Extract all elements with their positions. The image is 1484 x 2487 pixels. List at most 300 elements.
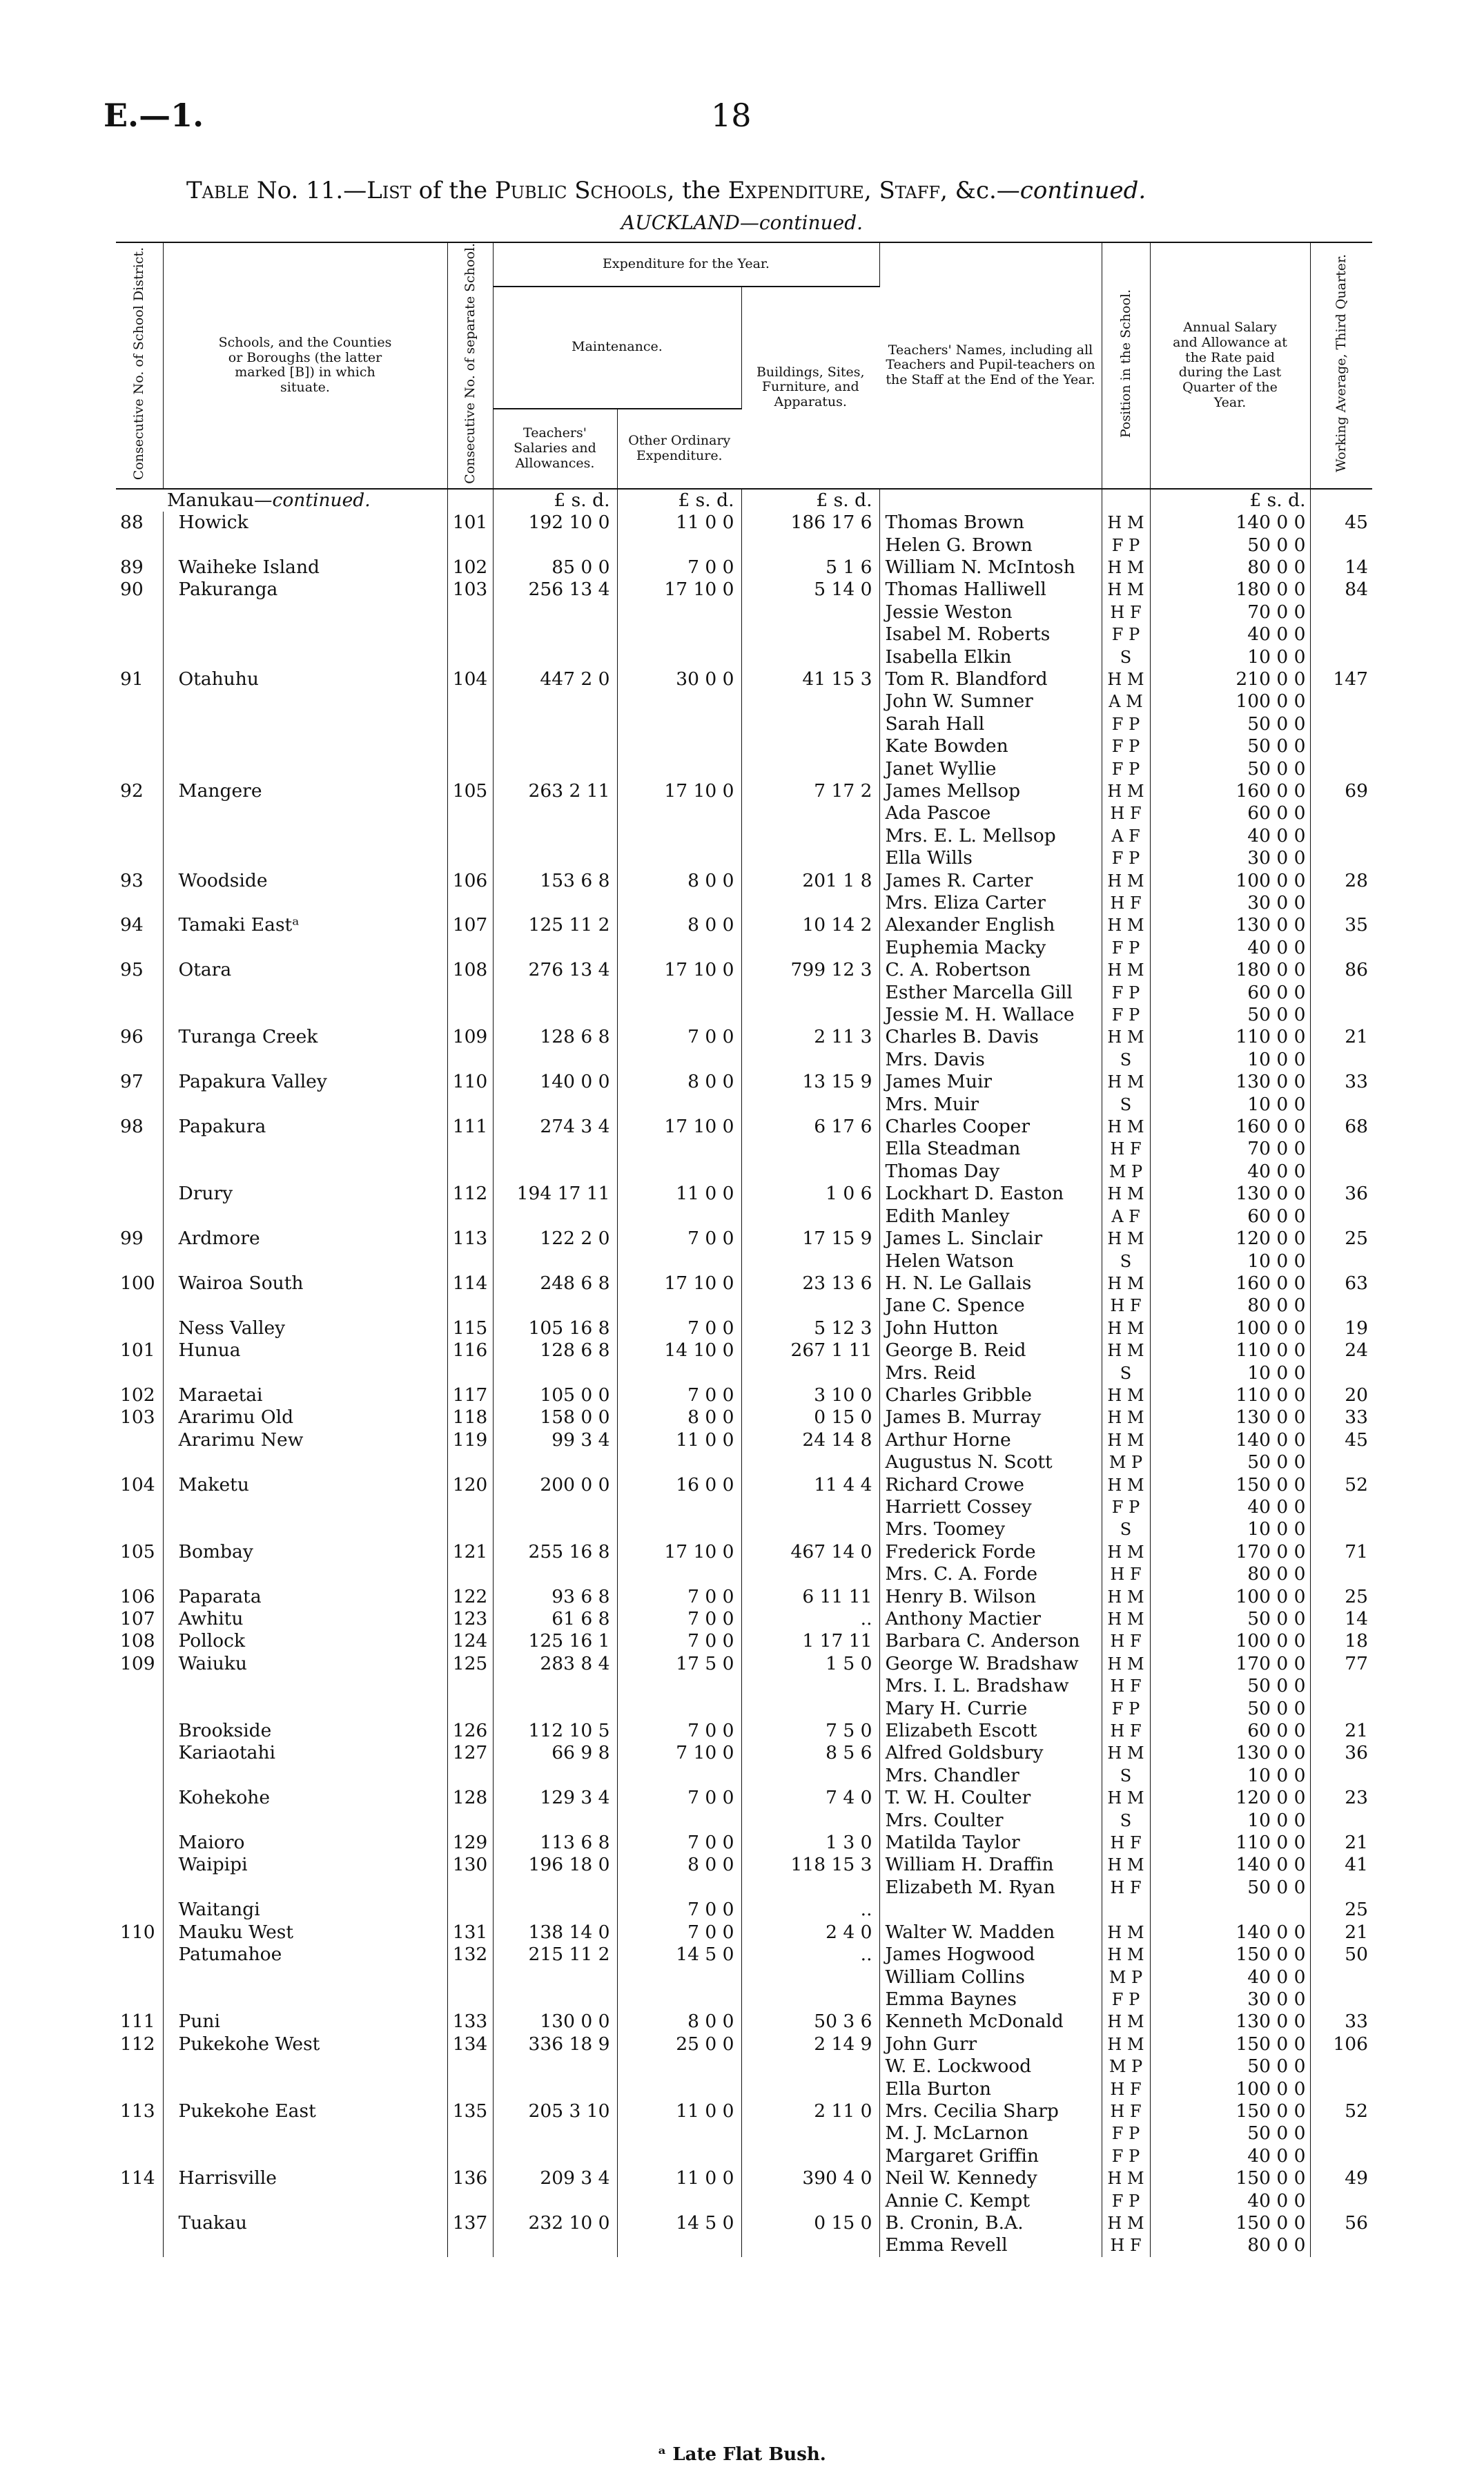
district-number bbox=[116, 1362, 163, 1384]
separate-school-number: 116 bbox=[447, 1339, 493, 1362]
separate-school-number: 128 bbox=[447, 1787, 493, 1809]
table-row bbox=[116, 1161, 1372, 1183]
buildings-amount: .. bbox=[741, 1944, 879, 1966]
working-average: 25 bbox=[1345, 1228, 1368, 1250]
district-number bbox=[116, 1250, 163, 1272]
separate-school-number bbox=[447, 2234, 493, 2256]
teacher-name: Isabel M. Roberts bbox=[879, 623, 1102, 646]
separate-school-number: 104 bbox=[447, 668, 493, 690]
separate-school-number bbox=[447, 937, 493, 959]
annual-salary: 140 0 0 bbox=[1150, 1922, 1310, 1944]
report-code: E.—1. bbox=[104, 97, 204, 134]
buildings-amount bbox=[741, 2078, 879, 2100]
buildings-amount bbox=[741, 601, 879, 623]
teacher-name: Annie C. Kempt bbox=[879, 2190, 1102, 2212]
salaries-amount bbox=[493, 1810, 617, 1832]
working-average: 63 bbox=[1345, 1272, 1368, 1294]
other-expenditure-amount bbox=[617, 1206, 741, 1228]
separate-school-number bbox=[447, 1362, 493, 1384]
district-number bbox=[116, 1988, 163, 2011]
teacher-position: H M bbox=[1102, 557, 1150, 579]
teacher-position: H M bbox=[1102, 1384, 1150, 1406]
other-expenditure-amount bbox=[617, 623, 741, 646]
buildings-amount: 2 4 0 bbox=[741, 1922, 879, 1944]
teacher-position: M P bbox=[1102, 1161, 1150, 1183]
annual-salary: 150 0 0 bbox=[1150, 2100, 1310, 2122]
other-expenditure-amount bbox=[617, 1295, 741, 1317]
teacher-position: H M bbox=[1102, 1742, 1150, 1764]
working-average: 36 bbox=[1345, 1183, 1368, 1205]
separate-school-number: 110 bbox=[447, 1071, 493, 1093]
teacher-name: Frederick Forde bbox=[879, 1541, 1102, 1563]
working-average bbox=[1310, 2078, 1372, 2100]
buildings-amount: 2 11 0 bbox=[741, 2100, 879, 2122]
table-row bbox=[116, 1384, 1372, 1406]
annual-salary: 40 0 0 bbox=[1150, 1496, 1310, 1518]
separate-school-number: 129 bbox=[447, 1832, 493, 1854]
other-expenditure-amount: 7 0 0 bbox=[617, 1228, 741, 1250]
school-name: Waipipi bbox=[163, 1854, 447, 1876]
table-row bbox=[116, 2100, 1372, 2122]
teacher-position: H M bbox=[1102, 1944, 1150, 1966]
buildings-amount: 1 3 0 bbox=[741, 1832, 879, 1854]
buildings-amount: 17 15 9 bbox=[741, 1228, 879, 1250]
teacher-position: H F bbox=[1102, 2234, 1150, 2256]
teacher-name: Mrs. Eliza Carter bbox=[879, 892, 1102, 914]
working-average bbox=[1310, 892, 1372, 914]
separate-school-number bbox=[447, 1675, 493, 1697]
teacher-name: Kenneth McDonald bbox=[879, 2011, 1102, 2033]
school-name: Wairoa South bbox=[163, 1272, 447, 1295]
annual-salary: 180 0 0 bbox=[1150, 959, 1310, 981]
teacher-name: Charles B. Davis bbox=[879, 1026, 1102, 1048]
other-expenditure-amount: 8 0 0 bbox=[617, 2011, 741, 2033]
salaries-amount bbox=[493, 2234, 617, 2256]
working-average: 21 bbox=[1345, 1921, 1368, 1943]
county-heading: Manukau—continued. bbox=[163, 489, 447, 512]
table-title: Table No. 11.—List of the Public Schools, the Expenditure, Staff, &c.—continued. bbox=[186, 177, 1146, 204]
table-row bbox=[116, 2145, 1372, 2167]
other-expenditure-amount: 7 0 0 bbox=[617, 1899, 741, 1921]
table-row bbox=[116, 1630, 1372, 1652]
salaries-amount bbox=[493, 1698, 617, 1720]
district-number bbox=[116, 1854, 163, 1876]
buildings-amount bbox=[741, 713, 879, 735]
table-row bbox=[116, 1742, 1372, 1764]
teacher-position: H M bbox=[1102, 2033, 1150, 2055]
salaries-amount: 447 2 0 bbox=[493, 668, 617, 690]
other-expenditure-amount: 30 0 0 bbox=[617, 668, 741, 690]
salaries-amount: 105 0 0 bbox=[493, 1384, 617, 1406]
working-average: 52 bbox=[1345, 1473, 1368, 1496]
teacher-name: Charles Cooper bbox=[879, 1116, 1102, 1138]
salaries-amount bbox=[493, 1206, 617, 1228]
teacher-position: H M bbox=[1102, 2212, 1150, 2234]
other-expenditure-amount: 8 0 0 bbox=[617, 1406, 741, 1429]
school-name: Ararimu Old bbox=[163, 1406, 447, 1429]
salaries-amount: 209 3 4 bbox=[493, 2167, 617, 2189]
table-row bbox=[116, 802, 1372, 824]
teacher-name: John Hutton bbox=[879, 1317, 1102, 1339]
school-name: Tuakau bbox=[163, 2212, 447, 2234]
buildings-amount: 2 11 3 bbox=[741, 1026, 879, 1048]
district-number bbox=[116, 713, 163, 735]
salaries-amount: 140 0 0 bbox=[493, 1071, 617, 1093]
annual-salary: 50 0 0 bbox=[1150, 1451, 1310, 1473]
separate-school-number: 117 bbox=[447, 1384, 493, 1406]
teacher-name: Harriett Cossey bbox=[879, 1496, 1102, 1518]
annual-salary: 180 0 0 bbox=[1150, 579, 1310, 601]
other-expenditure-amount: 7 0 0 bbox=[617, 1720, 741, 1742]
teacher-name: T. W. H. Coulter bbox=[879, 1787, 1102, 1809]
buildings-amount bbox=[741, 690, 879, 713]
working-average bbox=[1310, 1138, 1372, 1160]
teacher-name: Mrs. Reid bbox=[879, 1362, 1102, 1384]
district-number bbox=[116, 758, 163, 780]
other-expenditure-amount: 7 0 0 bbox=[617, 1630, 741, 1652]
separate-school-number bbox=[447, 646, 493, 668]
school-name bbox=[163, 1094, 447, 1116]
buildings-amount bbox=[741, 1698, 879, 1720]
annual-salary: 50 0 0 bbox=[1150, 1608, 1310, 1630]
buildings-amount: 186 17 6 bbox=[741, 512, 879, 534]
district-number bbox=[116, 690, 163, 713]
buildings-amount bbox=[741, 646, 879, 668]
col-expenditure-header: Expenditure for the Year. bbox=[493, 242, 879, 287]
buildings-amount: .. bbox=[741, 1899, 879, 1921]
separate-school-number bbox=[447, 1295, 493, 1317]
working-average bbox=[1310, 1362, 1372, 1384]
teacher-position: H M bbox=[1102, 1541, 1150, 1563]
district-number: 112 bbox=[116, 2033, 163, 2055]
salaries-amount: 130 0 0 bbox=[493, 2011, 617, 2033]
school-name bbox=[163, 534, 447, 557]
teacher-name: Barbara C. Anderson bbox=[879, 1630, 1102, 1652]
annual-salary: 80 0 0 bbox=[1150, 2234, 1310, 2256]
school-name: Maioro bbox=[163, 1832, 447, 1854]
table-row bbox=[116, 1049, 1372, 1071]
teacher-name: Mrs. E. L. Mellsop bbox=[879, 825, 1102, 847]
salaries-amount bbox=[493, 1899, 617, 1921]
buildings-amount: 1 0 6 bbox=[741, 1183, 879, 1205]
buildings-amount: .. bbox=[741, 1608, 879, 1630]
buildings-amount bbox=[741, 1496, 879, 1518]
table-row bbox=[116, 512, 1372, 534]
district-number bbox=[116, 735, 163, 757]
school-name: Papakura bbox=[163, 1116, 447, 1138]
table-row bbox=[116, 892, 1372, 914]
annual-salary: 150 0 0 bbox=[1150, 2167, 1310, 2189]
working-average bbox=[1310, 1295, 1372, 1317]
school-name: Maraetai bbox=[163, 1384, 447, 1406]
teacher-name: James R. Carter bbox=[879, 870, 1102, 892]
separate-school-number bbox=[447, 690, 493, 713]
working-average: 25 bbox=[1345, 1899, 1368, 1921]
separate-school-number bbox=[447, 1206, 493, 1228]
teacher-name: James B. Murray bbox=[879, 1406, 1102, 1429]
table-row bbox=[116, 1250, 1372, 1272]
school-name bbox=[163, 1810, 447, 1832]
teacher-name: George B. Reid bbox=[879, 1339, 1102, 1362]
buildings-amount bbox=[741, 1877, 879, 1899]
buildings-amount bbox=[741, 1250, 879, 1272]
teacher-position: F P bbox=[1102, 758, 1150, 780]
other-expenditure-amount bbox=[617, 1250, 741, 1272]
other-expenditure-amount: 7 0 0 bbox=[617, 1832, 741, 1854]
working-average bbox=[1310, 1698, 1372, 1720]
table-row bbox=[116, 1787, 1372, 1809]
annual-salary: 10 0 0 bbox=[1150, 1094, 1310, 1116]
table-row bbox=[116, 1071, 1372, 1093]
working-average bbox=[1310, 847, 1372, 869]
salaries-amount bbox=[493, 1250, 617, 1272]
salaries-amount bbox=[493, 2145, 617, 2167]
other-expenditure-amount: 17 10 0 bbox=[617, 1116, 741, 1138]
district-number bbox=[116, 1094, 163, 1116]
buildings-amount: 5 12 3 bbox=[741, 1317, 879, 1339]
annual-salary: 50 0 0 bbox=[1150, 758, 1310, 780]
school-name bbox=[163, 892, 447, 914]
col-separate-header: Consecutive No. of separate School. bbox=[447, 242, 493, 489]
separate-school-number bbox=[447, 534, 493, 557]
salaries-amount bbox=[493, 713, 617, 735]
school-name bbox=[163, 2122, 447, 2145]
other-expenditure-amount bbox=[617, 892, 741, 914]
other-expenditure-amount: 14 5 0 bbox=[617, 1944, 741, 1966]
salaries-amount: 128 6 8 bbox=[493, 1339, 617, 1362]
buildings-amount: 467 14 0 bbox=[741, 1541, 879, 1563]
col-school-header: Schools, and the Counties or Boroughs (the latter marked [B]) in which situate. bbox=[163, 242, 447, 489]
teacher-position: H M bbox=[1102, 1474, 1150, 1496]
district-number: 105 bbox=[116, 1541, 163, 1563]
other-expenditure-amount bbox=[617, 802, 741, 824]
working-average bbox=[1310, 1810, 1372, 1832]
school-name bbox=[163, 1004, 447, 1026]
district-number bbox=[116, 825, 163, 847]
annual-salary: 140 0 0 bbox=[1150, 1854, 1310, 1876]
table-row bbox=[116, 1206, 1372, 1228]
district-number bbox=[116, 1496, 163, 1518]
teacher-name: Ella Steadman bbox=[879, 1138, 1102, 1160]
working-average: 71 bbox=[1345, 1540, 1368, 1562]
teacher-position: F P bbox=[1102, 2145, 1150, 2167]
annual-salary: 100 0 0 bbox=[1150, 870, 1310, 892]
teacher-position: H M bbox=[1102, 870, 1150, 892]
annual-salary: 40 0 0 bbox=[1150, 1966, 1310, 1988]
annual-salary: 30 0 0 bbox=[1150, 847, 1310, 869]
separate-school-number bbox=[447, 1004, 493, 1026]
teacher-position: H M bbox=[1102, 1272, 1150, 1295]
salaries-amount: 61 6 8 bbox=[493, 1608, 617, 1630]
buildings-amount: 7 5 0 bbox=[741, 1720, 879, 1742]
school-name bbox=[163, 802, 447, 824]
working-average: 21 bbox=[1345, 1720, 1368, 1742]
teacher-position: H M bbox=[1102, 512, 1150, 534]
table-row bbox=[116, 1720, 1372, 1742]
salaries-amount bbox=[493, 2122, 617, 2145]
salaries-amount: 192 10 0 bbox=[493, 512, 617, 534]
annual-salary: 40 0 0 bbox=[1150, 2190, 1310, 2212]
table-row bbox=[116, 713, 1372, 735]
school-name bbox=[163, 2234, 447, 2256]
teacher-name: B. Cronin, B.A. bbox=[879, 2212, 1102, 2234]
teacher-position: H F bbox=[1102, 1563, 1150, 1585]
teacher-position: H M bbox=[1102, 959, 1150, 981]
district-number bbox=[116, 2078, 163, 2100]
salaries-amount: 153 6 8 bbox=[493, 870, 617, 892]
other-expenditure-amount bbox=[617, 690, 741, 713]
annual-salary: 50 0 0 bbox=[1150, 534, 1310, 557]
separate-school-number bbox=[447, 1049, 493, 1071]
teacher-position: H F bbox=[1102, 1675, 1150, 1697]
other-expenditure-amount: 7 10 0 bbox=[617, 1742, 741, 1764]
table-row bbox=[116, 1474, 1372, 1496]
salaries-amount: 138 14 0 bbox=[493, 1922, 617, 1944]
other-expenditure-amount: 17 5 0 bbox=[617, 1653, 741, 1675]
teacher-position: M P bbox=[1102, 1966, 1150, 1988]
annual-salary: 130 0 0 bbox=[1150, 1406, 1310, 1429]
separate-school-number bbox=[447, 1698, 493, 1720]
annual-salary: 110 0 0 bbox=[1150, 1026, 1310, 1048]
school-name bbox=[163, 646, 447, 668]
buildings-amount bbox=[741, 2190, 879, 2212]
working-average: 21 bbox=[1345, 1026, 1368, 1048]
teacher-position: F P bbox=[1102, 735, 1150, 757]
salaries-amount: 205 3 10 bbox=[493, 2100, 617, 2122]
working-average: 69 bbox=[1345, 780, 1368, 802]
salaries-amount bbox=[493, 758, 617, 780]
separate-school-number: 113 bbox=[447, 1228, 493, 1250]
other-expenditure-amount bbox=[617, 601, 741, 623]
teacher-position: H M bbox=[1102, 1608, 1150, 1630]
salaries-amount: 113 6 8 bbox=[493, 1832, 617, 1854]
teacher-name: Mary H. Currie bbox=[879, 1698, 1102, 1720]
teacher-position: H F bbox=[1102, 1832, 1150, 1854]
buildings-amount bbox=[741, 802, 879, 824]
annual-salary: 150 0 0 bbox=[1150, 1944, 1310, 1966]
teacher-position: H M bbox=[1102, 780, 1150, 802]
separate-school-number bbox=[447, 982, 493, 1004]
annual-salary: 10 0 0 bbox=[1150, 1362, 1310, 1384]
teacher-position: H M bbox=[1102, 1787, 1150, 1809]
other-expenditure-amount bbox=[617, 1966, 741, 1988]
district-number bbox=[116, 982, 163, 1004]
district-number bbox=[116, 1675, 163, 1697]
buildings-amount bbox=[741, 847, 879, 869]
other-expenditure-amount bbox=[617, 1518, 741, 1540]
school-name bbox=[163, 1675, 447, 1697]
separate-school-number bbox=[447, 1250, 493, 1272]
other-expenditure-amount: 11 0 0 bbox=[617, 1183, 741, 1205]
other-expenditure-amount bbox=[617, 1049, 741, 1071]
other-expenditure-amount bbox=[617, 534, 741, 557]
district-number: 91 bbox=[116, 668, 163, 690]
separate-school-number bbox=[447, 623, 493, 646]
teacher-position: F P bbox=[1102, 982, 1150, 1004]
school-name bbox=[163, 1877, 447, 1899]
table-row bbox=[116, 1608, 1372, 1630]
district-number bbox=[116, 1810, 163, 1832]
annual-salary: 150 0 0 bbox=[1150, 2212, 1310, 2234]
teacher-position: H M bbox=[1102, 1228, 1150, 1250]
table-row bbox=[116, 914, 1372, 936]
salaries-amount: 158 0 0 bbox=[493, 1406, 617, 1429]
teacher-name: Margaret Griffin bbox=[879, 2145, 1102, 2167]
buildings-amount: 799 12 3 bbox=[741, 959, 879, 981]
separate-school-number bbox=[447, 2122, 493, 2145]
annual-salary: 130 0 0 bbox=[1150, 2011, 1310, 2033]
teacher-position: S bbox=[1102, 1362, 1150, 1384]
teacher-name: Henry B. Wilson bbox=[879, 1586, 1102, 1608]
annual-salary: 150 0 0 bbox=[1150, 2033, 1310, 2055]
separate-school-number bbox=[447, 1988, 493, 2011]
working-average: 33 bbox=[1345, 1406, 1368, 1429]
other-expenditure-amount bbox=[617, 2078, 741, 2100]
other-expenditure-amount bbox=[617, 1161, 741, 1183]
table-row bbox=[116, 1518, 1372, 1540]
teacher-position: F P bbox=[1102, 937, 1150, 959]
separate-school-number: 107 bbox=[447, 914, 493, 936]
table-row bbox=[116, 1228, 1372, 1250]
teacher-name: Mrs. Toomey bbox=[879, 1518, 1102, 1540]
separate-school-number: 133 bbox=[447, 2011, 493, 2033]
buildings-amount bbox=[741, 2145, 879, 2167]
other-expenditure-amount bbox=[617, 1675, 741, 1697]
teacher-name: William Collins bbox=[879, 1966, 1102, 1988]
buildings-amount bbox=[741, 1988, 879, 2011]
teacher-position: A F bbox=[1102, 1206, 1150, 1228]
buildings-amount: 2 14 9 bbox=[741, 2033, 879, 2055]
other-expenditure-amount bbox=[617, 1563, 741, 1585]
district-number: 99 bbox=[116, 1228, 163, 1250]
working-average: 84 bbox=[1345, 579, 1368, 601]
table-row bbox=[116, 1988, 1372, 2011]
annual-salary: 130 0 0 bbox=[1150, 1071, 1310, 1093]
table-row bbox=[116, 1339, 1372, 1362]
working-average bbox=[1310, 713, 1372, 735]
buildings-amount bbox=[741, 1675, 879, 1697]
buildings-amount bbox=[741, 1765, 879, 1787]
separate-school-number bbox=[447, 1810, 493, 1832]
school-name: Kariaotahi bbox=[163, 1742, 447, 1764]
working-average bbox=[1310, 1518, 1372, 1540]
district-number bbox=[116, 2145, 163, 2167]
school-name bbox=[163, 1138, 447, 1160]
teacher-position: H F bbox=[1102, 802, 1150, 824]
district-number bbox=[116, 1720, 163, 1742]
other-expenditure-amount: 7 0 0 bbox=[617, 557, 741, 579]
annual-salary: 60 0 0 bbox=[1150, 1206, 1310, 1228]
buildings-amount: 23 13 6 bbox=[741, 1272, 879, 1295]
school-name bbox=[163, 1563, 447, 1585]
school-name bbox=[163, 2190, 447, 2212]
buildings-amount bbox=[741, 1161, 879, 1183]
district-number bbox=[116, 937, 163, 959]
district-number bbox=[116, 1877, 163, 1899]
teacher-position: H M bbox=[1102, 1429, 1150, 1451]
working-average: 106 bbox=[1333, 2033, 1368, 2055]
buildings-amount bbox=[741, 2055, 879, 2078]
page-number: 18 bbox=[711, 97, 752, 134]
teacher-position: H F bbox=[1102, 1877, 1150, 1899]
salaries-amount: 263 2 11 bbox=[493, 780, 617, 802]
district-number: 103 bbox=[116, 1406, 163, 1429]
school-name: Tamaki Eastᵃ bbox=[163, 914, 447, 936]
district-number bbox=[116, 1832, 163, 1854]
salaries-amount: 129 3 4 bbox=[493, 1787, 617, 1809]
annual-salary: 140 0 0 bbox=[1150, 512, 1310, 534]
district-number: 104 bbox=[116, 1474, 163, 1496]
